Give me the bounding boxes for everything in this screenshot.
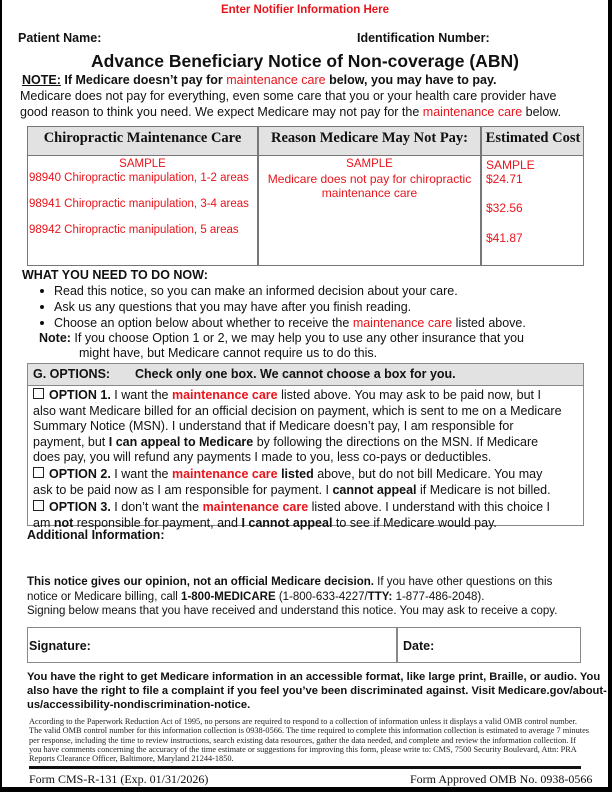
estimated-cost: $41.87: [486, 231, 523, 245]
option-1-label: OPTION 1.: [49, 388, 111, 402]
option-1-line: does pay, you will refund any payments I made to you, less co-pays or deductibles.: [33, 450, 492, 465]
cost-table: [27, 126, 584, 266]
option-highlight: maintenance care: [202, 500, 309, 514]
intro-line-1: Medicare does not pay for everything, even some care that you or your health care provider have: [20, 89, 557, 103]
service-item: 98942 Chiropractic manipulation, 5 areas: [29, 224, 239, 236]
service-item: 98941 Chiropractic manipulation, 3-4 areas: [29, 198, 249, 210]
accessibility-line-2: also have the right to file a complaint if you feel you’ve been discriminated against. Visit Medicare.gov/about-: [27, 685, 607, 697]
option-2-line: [33, 483, 551, 499]
option-2: [33, 467, 551, 498]
paperwork-line: The valid OMB control number for this information collection is 0938-0566. The time required to complete this information collection is estimated to average 7 minutes: [29, 726, 589, 735]
option-2-checkbox[interactable]: [33, 467, 44, 478]
options-heading-instruction: Check only one box. We cannot choose a box for you.: [135, 367, 456, 381]
intro-text-after: below.: [522, 105, 562, 119]
omb-approval: Form Approved OMB No. 0938-0566: [410, 772, 593, 786]
option-text: payment, but: [33, 434, 109, 449]
additional-information-label: Additional Information:: [27, 528, 165, 542]
sample-label: SAMPLE: [346, 158, 393, 170]
bullet-text: Choose an option below about whether to receive the: [54, 316, 353, 330]
option-3-checkbox[interactable]: [33, 500, 44, 511]
paperwork-line: per response, including the time to review instructions, search existing data resources, gather the data needed, and complete and review the information collection. If: [29, 736, 576, 745]
signature-label: Signature:: [29, 639, 91, 653]
option-bold-text: I cannot appeal: [241, 515, 333, 530]
option-text: by following the directions on the MSN. If Medicare: [253, 434, 539, 449]
bullet-highlight: maintenance care: [352, 316, 453, 330]
option-text: responsible for payment, and: [73, 515, 242, 530]
notice-text: notice or Medicare billing, call: [27, 591, 182, 603]
option-2-line: [33, 467, 551, 483]
notice-line-3: Signing below means that you have received and understand this notice. You may ask to receive a copy.: [27, 605, 558, 617]
footer-rule: [29, 766, 581, 769]
medicare-phone: 1-800-MEDICARE: [181, 591, 276, 603]
service-item: 98940 Chiropractic manipulation, 1-2 areas: [29, 172, 249, 184]
intro-line-2: [20, 105, 561, 119]
option-text: I want the: [110, 467, 172, 481]
date-label: Date:: [403, 639, 435, 653]
option-highlight: maintenance care: [171, 467, 278, 481]
column-header-cost: Estimated Cost: [485, 130, 581, 146]
note-text: If Medicare doesn’t pay for: [60, 73, 227, 87]
option-1: [33, 388, 562, 466]
insurance-note-line-2: might have, but Medicare cannot require us to do this.: [79, 346, 378, 360]
option-3-label: OPTION 3.: [49, 500, 111, 514]
column-header-service: Chiropractic Maintenance Care: [43, 130, 242, 146]
estimated-cost: $32.56: [486, 201, 523, 215]
notice-text: 1-877-486-2048).: [392, 591, 485, 603]
option-1-line: [33, 388, 562, 404]
patient-name-label: Patient Name:: [18, 31, 102, 45]
paperwork-line: According to the Paperwork Reduction Act of 1995, no persons are required to respond to a collection of information unless it displays a valid OMB control number.: [29, 717, 577, 726]
notice-text: If you have other questions on this: [373, 576, 553, 588]
note-line: [22, 73, 496, 87]
option-bold-text: cannot appeal: [332, 482, 417, 497]
column-header-reason: Reason Medicare May Not Pay:: [270, 130, 469, 146]
intro-text: good reason to think you need. We expect Medicare may not pay for the: [20, 105, 423, 119]
intro-highlight: maintenance care: [422, 105, 523, 119]
option-highlight: maintenance care: [171, 388, 278, 402]
option-1-line: also want Medicare billed for an official decision on payment, which is sent to me on a Medicare: [33, 403, 562, 418]
bullet-text: Ask us any questions that you may have after you finish reading.: [54, 300, 412, 314]
note-label: Note:: [39, 331, 71, 345]
form-number: Form CMS-R-131 (Exp. 01/31/2026): [29, 772, 209, 786]
option-bold-text: I can appeal to Medicare: [108, 434, 254, 449]
bullet-text-after: listed above.: [452, 316, 526, 330]
option-1-line: Summary Notice (MSN). I understand that if Medicare doesn’t pay, I am responsible for: [33, 419, 514, 434]
note-highlight: maintenance care: [226, 73, 326, 87]
insurance-note-line-1: [39, 331, 524, 345]
tty-label: TTY:: [367, 591, 393, 603]
option-text: to see if Medicare would pay.: [332, 515, 497, 530]
notice-line-2: [27, 591, 484, 603]
accessibility-line-3: us/accessibility-nondiscrimination-notice.: [27, 699, 251, 711]
notice-bold-text: This notice gives our opinion, not an official Medicare decision.: [27, 576, 374, 588]
option-text: I don’t want the: [110, 500, 203, 514]
bullet-icon: [40, 305, 44, 309]
signature-box: [27, 627, 581, 663]
date-field[interactable]: [440, 628, 580, 662]
option-bold-text: listed: [277, 467, 314, 481]
option-1-line: [33, 435, 562, 451]
note-text-after: below, you may have to pay.: [325, 73, 497, 87]
option-text: I want the: [110, 388, 172, 402]
paperwork-line: you have comments concerning the accuracy of the time estimate or suggestions for improving this form, please write to: CMS, 7500 Security Boulevard, Attn: PRA: [29, 745, 577, 754]
option-3-line: [33, 500, 550, 516]
instruction-bullet: [40, 284, 458, 298]
estimated-cost: $24.71: [486, 172, 523, 186]
abn-form-page: [2, 0, 608, 787]
option-1-checkbox[interactable]: [33, 388, 44, 399]
bullet-icon: [40, 321, 44, 325]
signature-field[interactable]: [98, 628, 394, 662]
what-to-do-heading: WHAT YOU NEED TO DO NOW:: [22, 268, 208, 282]
notifier-information-field[interactable]: Enter Notifier Information Here: [220, 4, 390, 16]
options-header: [28, 364, 583, 386]
option-text: listed above. You may ask to be paid now, but I: [277, 388, 541, 402]
bullet-text: Read this notice, so you can make an informed decision about your care.: [54, 284, 458, 298]
reason-text: Medicare does not pay for chiropractic: [267, 172, 472, 186]
option-3: [33, 500, 550, 531]
option-2-label: OPTION 2.: [49, 467, 111, 481]
option-bold-text: not: [53, 515, 74, 530]
reason-text: maintenance care: [321, 186, 418, 200]
notice-text: (1-800-633-4227/: [275, 591, 368, 603]
identification-number-label: Identification Number:: [357, 31, 490, 45]
option-text: if Medicare is not billed.: [416, 482, 551, 497]
note-label: NOTE:: [22, 73, 61, 87]
options-heading-label: G. OPTIONS:: [33, 367, 111, 381]
accessibility-line-1: You have the right to get Medicare information in an accessible format, like large print, Braille, or audio. You: [27, 671, 601, 683]
option-text: listed above. I understand with this choice I: [308, 500, 550, 514]
options-box: [27, 363, 584, 530]
note-text: If you choose Option 1 or 2, we may help you to use any other insurance that you: [70, 331, 524, 345]
option-text: ask to be paid now as I am responsible for payment. I: [33, 482, 333, 497]
instruction-bullet: [40, 316, 526, 330]
column-divider: [480, 127, 482, 265]
option-text: am: [33, 515, 54, 530]
signature-divider: [396, 628, 398, 662]
paperwork-line: Reports Clearance Officer, Baltimore, Maryland 21244-1850.: [29, 754, 234, 763]
sample-label: SAMPLE: [119, 158, 166, 170]
notice-line-1: [27, 576, 552, 588]
option-text: above, but do not bill Medicare. You may: [313, 467, 543, 481]
page-title: Advance Beneficiary Notice of Non-coverage (ABN): [91, 51, 519, 71]
bullet-icon: [40, 289, 44, 293]
instruction-bullet: [40, 300, 411, 314]
sample-label: SAMPLE: [486, 158, 535, 172]
